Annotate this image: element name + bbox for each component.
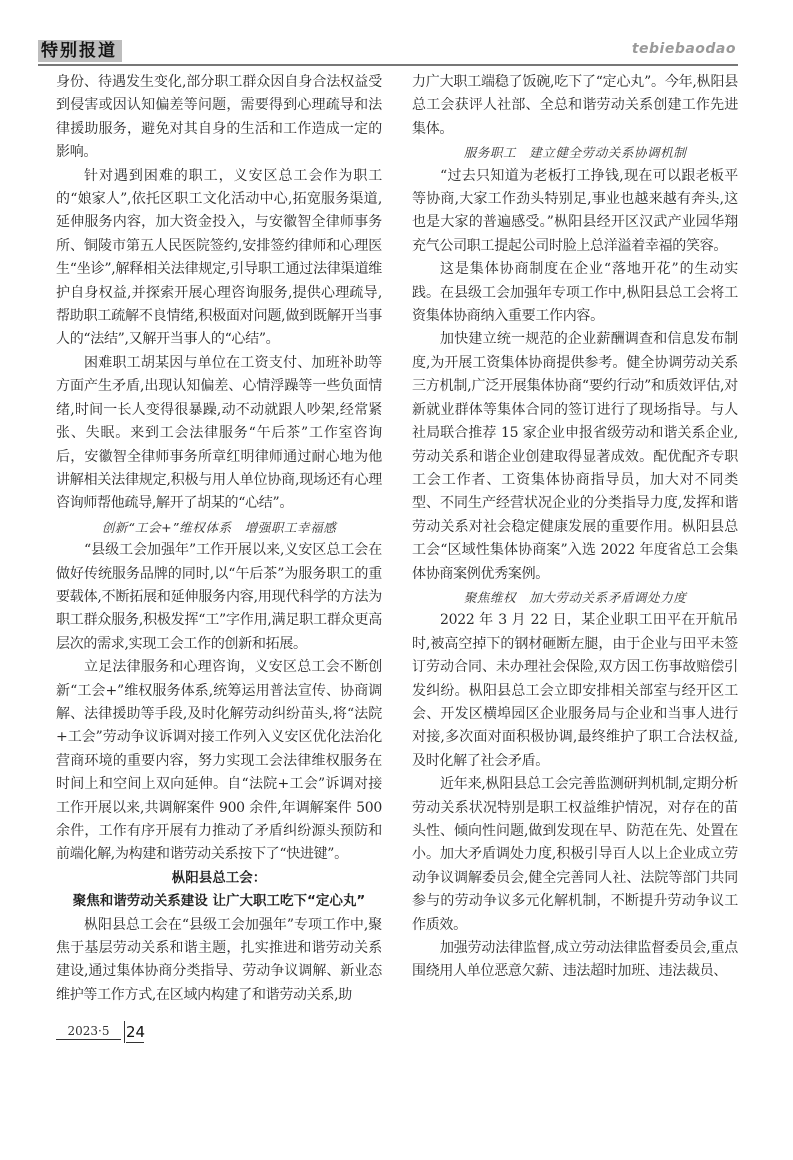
paragraph: 枞阳县总工会在“县级工会加强年”专项工作中,聚焦于基层劳动关系和谐主题，扎实推进和谐劳动关系建设,通过集体协商分类指导、劳动争议调解、新业态维护等工作方式,在区域内构建了和谐劳动关系,助 [56,916,382,1003]
paragraph: “过去只知道为老板打工挣钱,现在可以跟老板平等协商,大家工作劲头特别足,事业也越来越有奔头,这也是大家的普遍感受。”枞阳县经开区汉武产业园华翔充气公司职工提起公司时脸上总洋溢着幸福的笑容。 [412,167,738,254]
section-heading-org: 枞阳县总工会： [171,869,267,886]
paragraph: 针对遇到困难的职工，义安区总工会作为职工的“娘家人”,依托区职工文化活动中心,拓宽服务渠道,延伸服务内容，加大资金投入，与安徽智全律师事务所、铜陵市第五人民医院签约,安排签约律师和心理医生“坐诊”,解释相关法律规定,引导职工通过法律渠道维护自身权益,并探索开展心理咨询服务,提供心理疏导,帮助职工疏解不良情绪,积极面对问题,做到既解开当事人的“法结”,又解开当事人的“心结”。 [56,167,382,348]
header-rule [38,64,738,66]
paragraph: 加强劳动法律监督,成立劳动法律监督委员会,重点围绕用人单位恶意欠薪、违法超时加班、违法裁员、 [412,940,738,980]
paragraph: 加快建立统一规范的企业薪酬调查和信息发布制度,为开展工资集体协商提供参考。健全协调劳动关系三方机制,广泛开展集体协商“要约行动”和质效评估,对新就业群体等集体合同的签订进行了现场指导。与人社局联合推荐 15 家企业申报省级劳动和谐关系企业,劳动关系和谐企业创建取得显著成效。配优配齐专职工会工作者、工资集体协商指导员，加大对不同类型、不同生产经营状况企业的分类指导力度,发挥和谐劳动关系对社会稳定健康发展的重要作用。枞阳县总工会“区域性集体协商案”入选 2022 年度省总工会集体协商案例优秀案例。 [412,331,738,582]
section-brand: tebiebaodao [631,41,736,57]
issue-label: 2023·5 [56,1023,121,1040]
section-heading-title: 聚焦和谐劳动关系建设 让广大职工吃下“定心丸” [72,893,366,910]
section-tag: 特别报道 [38,40,122,62]
right-column [412,71,738,984]
left-column [56,71,382,1007]
subheading: 创新“工会+”维权体系 增强职工幸福感 [101,519,337,535]
footer-divider [124,1021,125,1043]
page-number: 24 [126,1023,146,1042]
subheading: 聚焦维权 加大劳动关系矛盾调处力度 [463,589,687,605]
page-footer [56,1021,156,1047]
page-header [38,38,738,68]
paragraph: 近年来,枞阳县总工会完善监测研判机制,定期分析劳动关系状况特别是职工权益维护情况，对存在的苗头性、倾向性问题,做到发现在早、防范在先、处置在小。加大矛盾调处力度,积极引导百人以上企业成立劳动争议调解委员会,健全完善同人社、法院等部门共同参与的劳动争议多元化解机制，不断提升劳动争议工作质效。 [412,776,738,933]
paragraph: 困难职工胡某因与单位在工资支付、加班补助等方面产生矛盾,出现认知偏差、心情浮躁等一些负面情绪,时间一长人变得很暴躁,动不动就跟人吵架,经常紧张、失眠。来到工会法律服务“午后茶”工作室咨询后，安徽智全律师事务所章红明律师通过耐心地为他讲解相关法律规定,积极与用人单位协商,现场还有心理咨询师帮他疏导,解开了胡某的“心结”。 [56,354,382,512]
paragraph: 力广大职工端稳了饭碗,吃下了“定心丸”。今年,枞阳县总工会获评人社部、全总和谐劳动关系创建工作先进集体。 [412,74,738,137]
article-body [56,71,738,1007]
paragraph: 立足法律服务和心理咨询，义安区总工会不断创新“工会+”维权服务体系,统筹运用普法宣传、协商调解、法律援助等手段,及时化解劳动纠纷苗头,将“法院+工会”劳动争议诉调对接工作列入义安区优化法治化营商环境的重要内容，努力实现工会法律维权服务在时间上和空间上双向延伸。自“法院+工会”诉调对接工作开展以来,共调解案件 900 余件,年调解案件 500 余件，工作有序开展有力推动了矛盾纠纷源头预防和前端化解,为构建和谐劳动关系按下了“快进键”。 [56,659,382,863]
subheading: 服务职工 建立健全劳动关系协调机制 [463,145,687,161]
paragraph: 身份、待遇发生变化,部分职工群众因自身合法权益受到侵害或因认知偏差等问题，需要得到心理疏导和法律援助服务，避免对其自身的生活和工作造成一定的影响。 [56,74,382,161]
paragraph: 这是集体协商制度在企业“落地开花”的生动实践。在县级工会加强年专项工作中,枞阳县总工会将工资集体协商纳入重要工作内容。 [412,261,738,325]
paragraph: “县级工会加强年”工作开展以来,义安区总工会在做好传统服务品牌的同时,以“午后茶”为服务职工的重要载体,不断拓展和延伸服务内容,用现代科学的方法为职工群众服务,积极发挥“工”字作用,满足职工群众更高层次的需求,实现工会工作的创新和拓展。 [56,542,382,652]
paragraph: 2022 年 3 月 22 日，某企业职工田平在开航吊时,被高空掉下的钢材砸断左腿，由于企业与田平未签订劳动合同、未办理社会保险,双方因工伤事故赔偿引发纠纷。枞阳县总工会立即安排相关部室与经开区工会、开发区横埠园区企业服务局与企业和当事人进行对接,多次面对面积极协调,最终维护了职工合法权益,及时化解了社会矛盾。 [412,612,738,769]
